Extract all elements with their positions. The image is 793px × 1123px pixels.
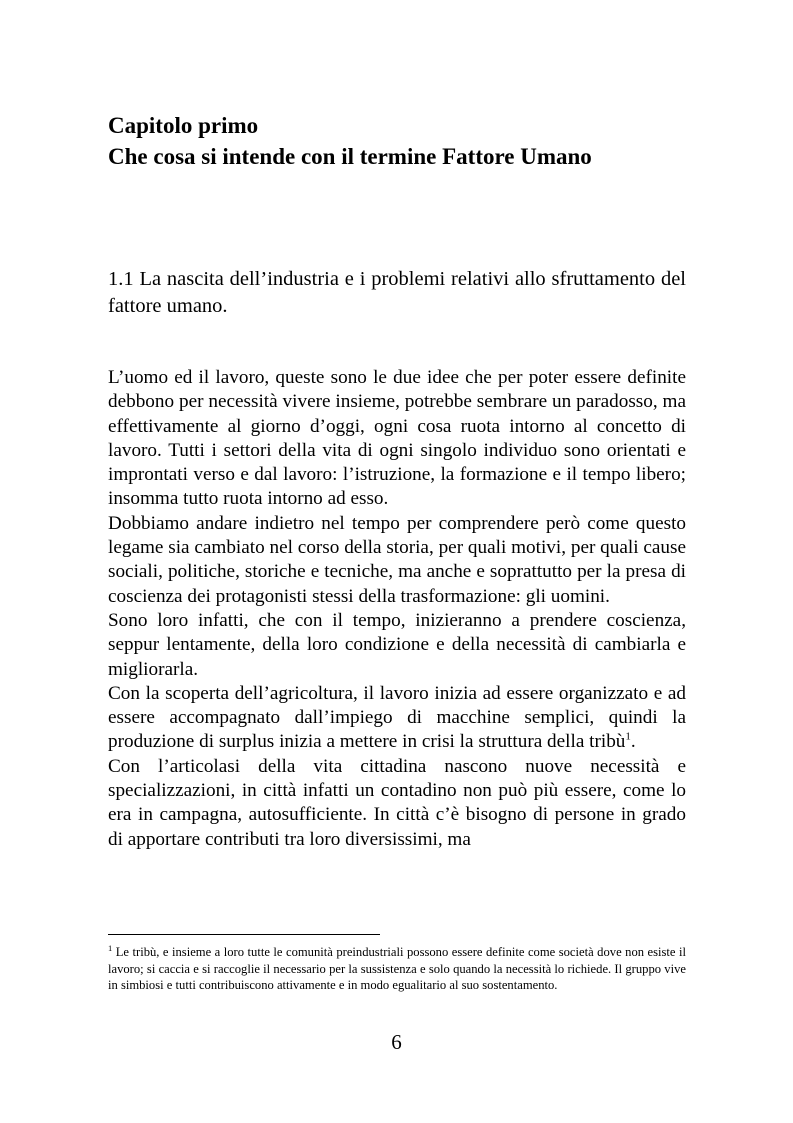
footnote-number: 1 [108,942,113,953]
paragraph-1: L’uomo ed il lavoro, queste sono le due idee che per poter essere definite debbono per necessità vivere insieme, potrebbe sembrare un paradosso, ma effettivamente al giorno d’oggi, ogni cosa ruota intorno al concetto di lavoro. Tutti i settori della vita di ogni singolo individuo sono orientati e improntati verso e dal lavoro: l’istruzione, la formazione e il tempo libero; insomma tutto ruota intorno ad esso. [108,367,686,510]
section-heading: 1.1 La nascita dell’industria e i problemi relativi allo sfruttamento del fattore umano. [108,268,686,317]
chapter-label: Capitolo primo [108,113,259,138]
footnote-reference[interactable]: 1 [625,731,631,744]
page-number: 6 [391,1030,402,1054]
chapter-heading [108,110,708,172]
paragraph-4 [108,682,686,755]
paragraph-4-text: Con la scoperta dell’agricoltura, il lavoro inizia ad essere organizzato e ad essere accompagnato dall’impiego di macchine semplici, quindi la produzione di surplus inizia a mettere in crisi la struttura della tribù [108,682,686,753]
chapter-title: Che cosa si intende con il termine Fattore Umano [108,144,592,169]
paragraph-4-end: . [630,731,636,753]
paragraph-3: Sono loro infatti, che con il tempo, inizieranno a prendere coscienza, seppur lentamente, della loro condizione e della necessità di cambiarla e migliorarla. [108,609,686,680]
footnote [108,944,686,994]
footnote-divider [108,934,380,935]
body-text [108,366,686,852]
paragraph-2: Dobbiamo andare indietro nel tempo per comprendere però come questo legame sia cambiato nel corso della storia, per quali motivi, per quali cause sociali, politiche, storiche e tecniche, ma anche e soprattutto per la presa di coscienza dei protagonisti stessi della trasformazione: gli uomini. [108,512,686,607]
paragraph-5: Con l’articolasi della vita cittadina nascono nuove necessità e specializzazioni, in città infatti un contadino non può più essere, come lo era in campagna, autosufficiente. In città c’è bisogno di persone in grado di apportare contributi tra loro diversissimi, ma [108,755,686,850]
footnote-text: Le tribù, e insieme a loro tutte le comunità preindustriali possono essere definite come società dove non esiste il lavoro; si caccia e si raccoglie il necessario per la sussistenza e solo quando la necessità lo richiede. Il gruppo vive in simbiosi e tutti contribuiscono attivamente e in modo egualitario al suo sostentamento. [108,945,686,992]
